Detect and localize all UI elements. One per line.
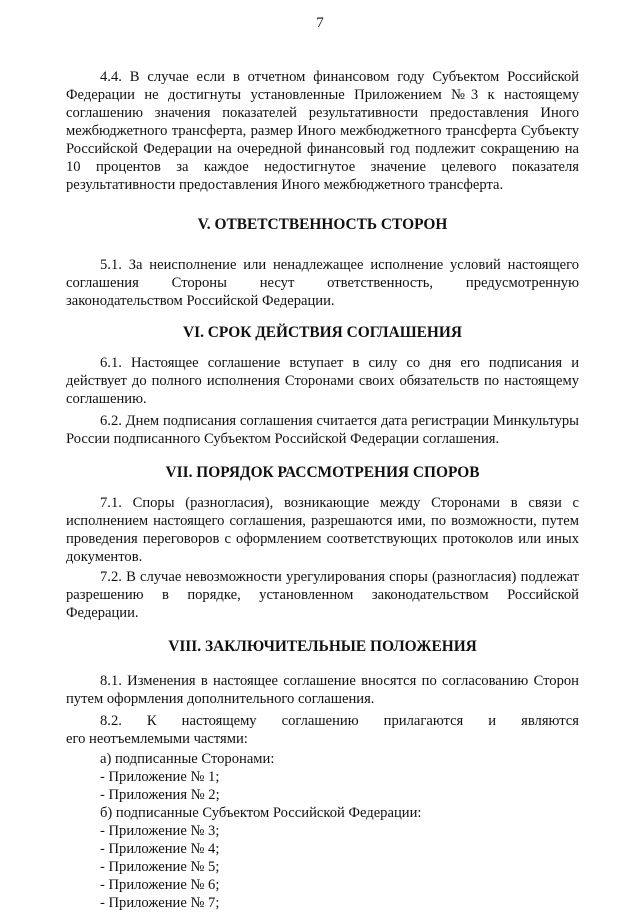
group-a-item: - Приложения № 2; xyxy=(100,787,220,803)
paragraph-8-1: 8.1. Изменения в настоящее соглашение вносятся по согласованию Сторон путем оформления дополнительного соглашения. xyxy=(66,673,579,707)
group-b-item: - Приложение № 6; xyxy=(100,877,220,893)
group-b-item: - Приложение № 7; xyxy=(100,895,220,911)
paragraph-8-2-line-1: 8.2. К настоящему соглашению прилагаются и являются xyxy=(100,713,579,729)
group-a-item: - Приложение № 1; xyxy=(100,769,220,785)
document-body xyxy=(66,68,579,912)
page-number: 7 xyxy=(316,15,324,31)
section-heading-v: V. ОТВЕТСТВЕННОСТЬ СТОРОН xyxy=(197,216,448,233)
paragraph-6-1: 6.1. Настоящее соглашение вступает в силу со дня его подписания и действует до полного исполнения Сторонами своих обязательств по настоящему соглашению. xyxy=(66,355,579,407)
paragraph-7-1: 7.1. Споры (разногласия), возникающие между Сторонами в связи с исполнением настоящего соглашения, разрешаются ими, по возможности, путем проведения переговоров с оформлением соответствующих протоколов или иных документов. xyxy=(66,495,579,565)
group-b-title: б) подписанные Субъектом Российской Федерации: xyxy=(100,805,422,821)
group-b-item: - Приложение № 5; xyxy=(100,859,220,875)
paragraph-6-2: 6.2. Днем подписания соглашения считается дата регистрации Минкультуры России подписанного Субъектом Российской Федерации соглашения. xyxy=(66,413,579,447)
paragraph-7-2: 7.2. В случае невозможности урегулирования споры (разногласия) подлежат разрешению в порядке, установленном законодательством Российской Федерации. xyxy=(66,569,579,621)
section-heading-vi: VI. СРОК ДЕЙСТВИЯ СОГЛАШЕНИЯ xyxy=(183,324,462,341)
group-b-item: - Приложение № 4; xyxy=(100,841,220,857)
paragraph-4-4: 4.4. В случае если в отчетном финансовом году Субъектом Российской Федерации не достигнуты установленные Приложением №3 к настоящему соглашению значения показателей результативности предоставления Иного межбюджетного трансферта, размер Иного межбюджетного трансферта Субъекту Российской Федерации на очередной финансовый год подлежит сокращению на 10 процентов за каждое недостигнутое значение целевого показателя результативности предоставления Иного межбюджетного трансферта. xyxy=(66,69,579,193)
section-heading-viii: VIII. ЗАКЛЮЧИТЕЛЬНЫЕ ПОЛОЖЕНИЯ xyxy=(168,638,477,655)
paragraph-8-2-line-2: его неотъемлемыми частями: xyxy=(66,731,248,747)
section-heading-vii: VII. ПОРЯДОК РАССМОТРЕНИЯ СПОРОВ xyxy=(165,464,480,481)
group-b-item: - Приложение № 3; xyxy=(100,823,220,839)
paragraph-5-1: 5.1. За неисполнение или ненадлежащее исполнение условий настоящего соглашения Стороны несут ответственность, предусмотренную законодательством Российской Федерации. xyxy=(66,257,579,309)
group-a-title: а) подписанные Сторонами: xyxy=(100,751,275,767)
